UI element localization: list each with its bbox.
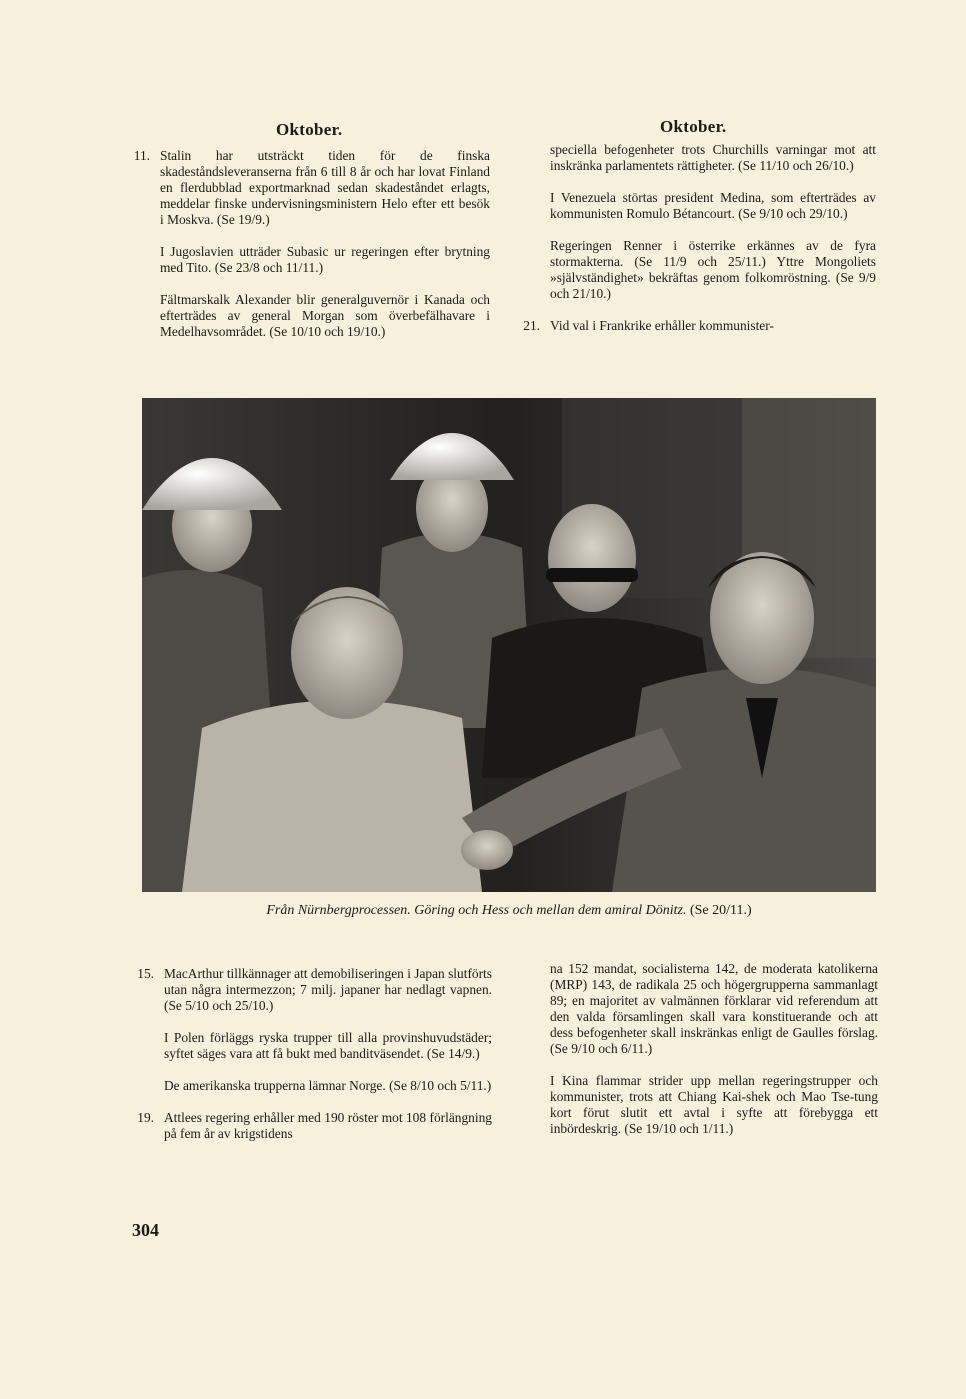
entry-date: 15. — [137, 966, 154, 981]
nuremberg-trial-photo — [142, 398, 876, 892]
entry-text: I Kina flammar strider upp mellan regeringstrupper och kommunister, trots att Chiang Kai-shek och Mao Tse-tung kort förut slutit ett avtal i syfte att förebygga ett inbördeskrig. (Se 19/10 och 1/11.) — [550, 1073, 878, 1136]
entry-text: MacArthur tillkännager att demobiliseringen i Japan slutförts utan några intermezzon; 7 milj. japaner har nedlagt vapnen. (Se 5/10 och 25/10.) — [164, 966, 492, 1013]
entry — [550, 142, 876, 174]
entry — [550, 190, 876, 222]
entry — [137, 1110, 492, 1142]
entry-date: 11. — [133, 148, 150, 163]
entry — [550, 961, 878, 1057]
entry — [550, 238, 876, 302]
entry — [137, 966, 492, 1014]
entry-date: 21. — [523, 318, 540, 333]
column-left-top — [133, 148, 490, 356]
heading-right: Oktober. — [660, 117, 727, 136]
entry-text: speciella befogenheter trots Churchills varningar mot att inskränka parlamentets rättigheter. (Se 11/10 och 26/10.) — [550, 142, 876, 173]
column-right-top — [523, 142, 876, 350]
entry — [160, 244, 490, 276]
entry — [164, 1078, 492, 1094]
entry — [160, 292, 490, 340]
entry-text: Regeringen Renner i österrike erkännes av de fyra stormakterna. (Se 11/9 och 25/11.) Yttre Mongoliets »självständighet» bekräftas genom folkomröstning. (Se 9/9 och 21/10.) — [550, 238, 876, 301]
entry-text: I Venezuela störtas president Medina, som efterträdes av kommunisten Romulo Bétancourt. (Se 9/10 och 29/10.) — [550, 190, 876, 221]
entry — [164, 1030, 492, 1062]
entry — [550, 1073, 878, 1137]
entry-date: 19. — [137, 1110, 154, 1125]
column-right-bottom — [550, 961, 878, 1153]
column-left-bottom — [137, 966, 492, 1158]
entry — [133, 148, 490, 228]
entry-text: na 152 mandat, socialisterna 142, de moderata katolikerna (MRP) 143, de radikala 25 och högergrupperna sammanlagt 89; en majoritet av valmännen förklarar vid referendum att den valda församlingen skall vara konstituerande och att dess befogenheter skall inskränkas enligt de Gaulles förslag. (Se 9/10 och 6/11.) — [550, 961, 878, 1056]
heading-left: Oktober. — [276, 120, 343, 139]
entry-text: Stalin har utsträckt tiden för de finska skadeståndsleveranserna från 6 till 8 år och har lovat Finland en flerdubblad exportmarknad sedan skadeståndet erlagts, meddelar finske undervisningsministern Helo efter ett besök i Moskva. (Se 19/9.) — [160, 148, 490, 227]
entry-text: Attlees regering erhåller med 190 röster mot 108 förlängning på fem år av krigstidens — [164, 1110, 492, 1141]
entry-text: De amerikanska trupperna lämnar Norge. (Se 8/10 och 5/11.) — [164, 1078, 492, 1093]
page-number: 304 — [132, 1220, 159, 1240]
caption-reference: (Se 20/11.) — [689, 903, 752, 918]
entry — [523, 318, 876, 334]
entry-text: Vid val i Frankrike erhåller kommunister- — [550, 318, 774, 333]
photo-caption — [142, 903, 876, 919]
photo-illustration — [142, 398, 876, 892]
caption-text: Från Nürnbergprocessen. Göring och Hess och mellan dem amiral Dönitz. — [266, 903, 687, 918]
entry-text: I Polen förläggs ryska trupper till alla provinshuvudstäder; syftet säges vara att få bukt med banditväsendet. (Se 14/9.) — [164, 1030, 492, 1061]
entry-text: I Jugoslavien utträder Subasic ur regeringen efter brytning med Tito. (Se 23/8 och 11/11.) — [160, 244, 490, 275]
entry-text: Fältmarskalk Alexander blir generalguvernör i Kanada och efterträdes av general Morgan som överbefälhavare i Medelhavsområdet. (Se 10/10 och 19/10.) — [160, 292, 490, 339]
